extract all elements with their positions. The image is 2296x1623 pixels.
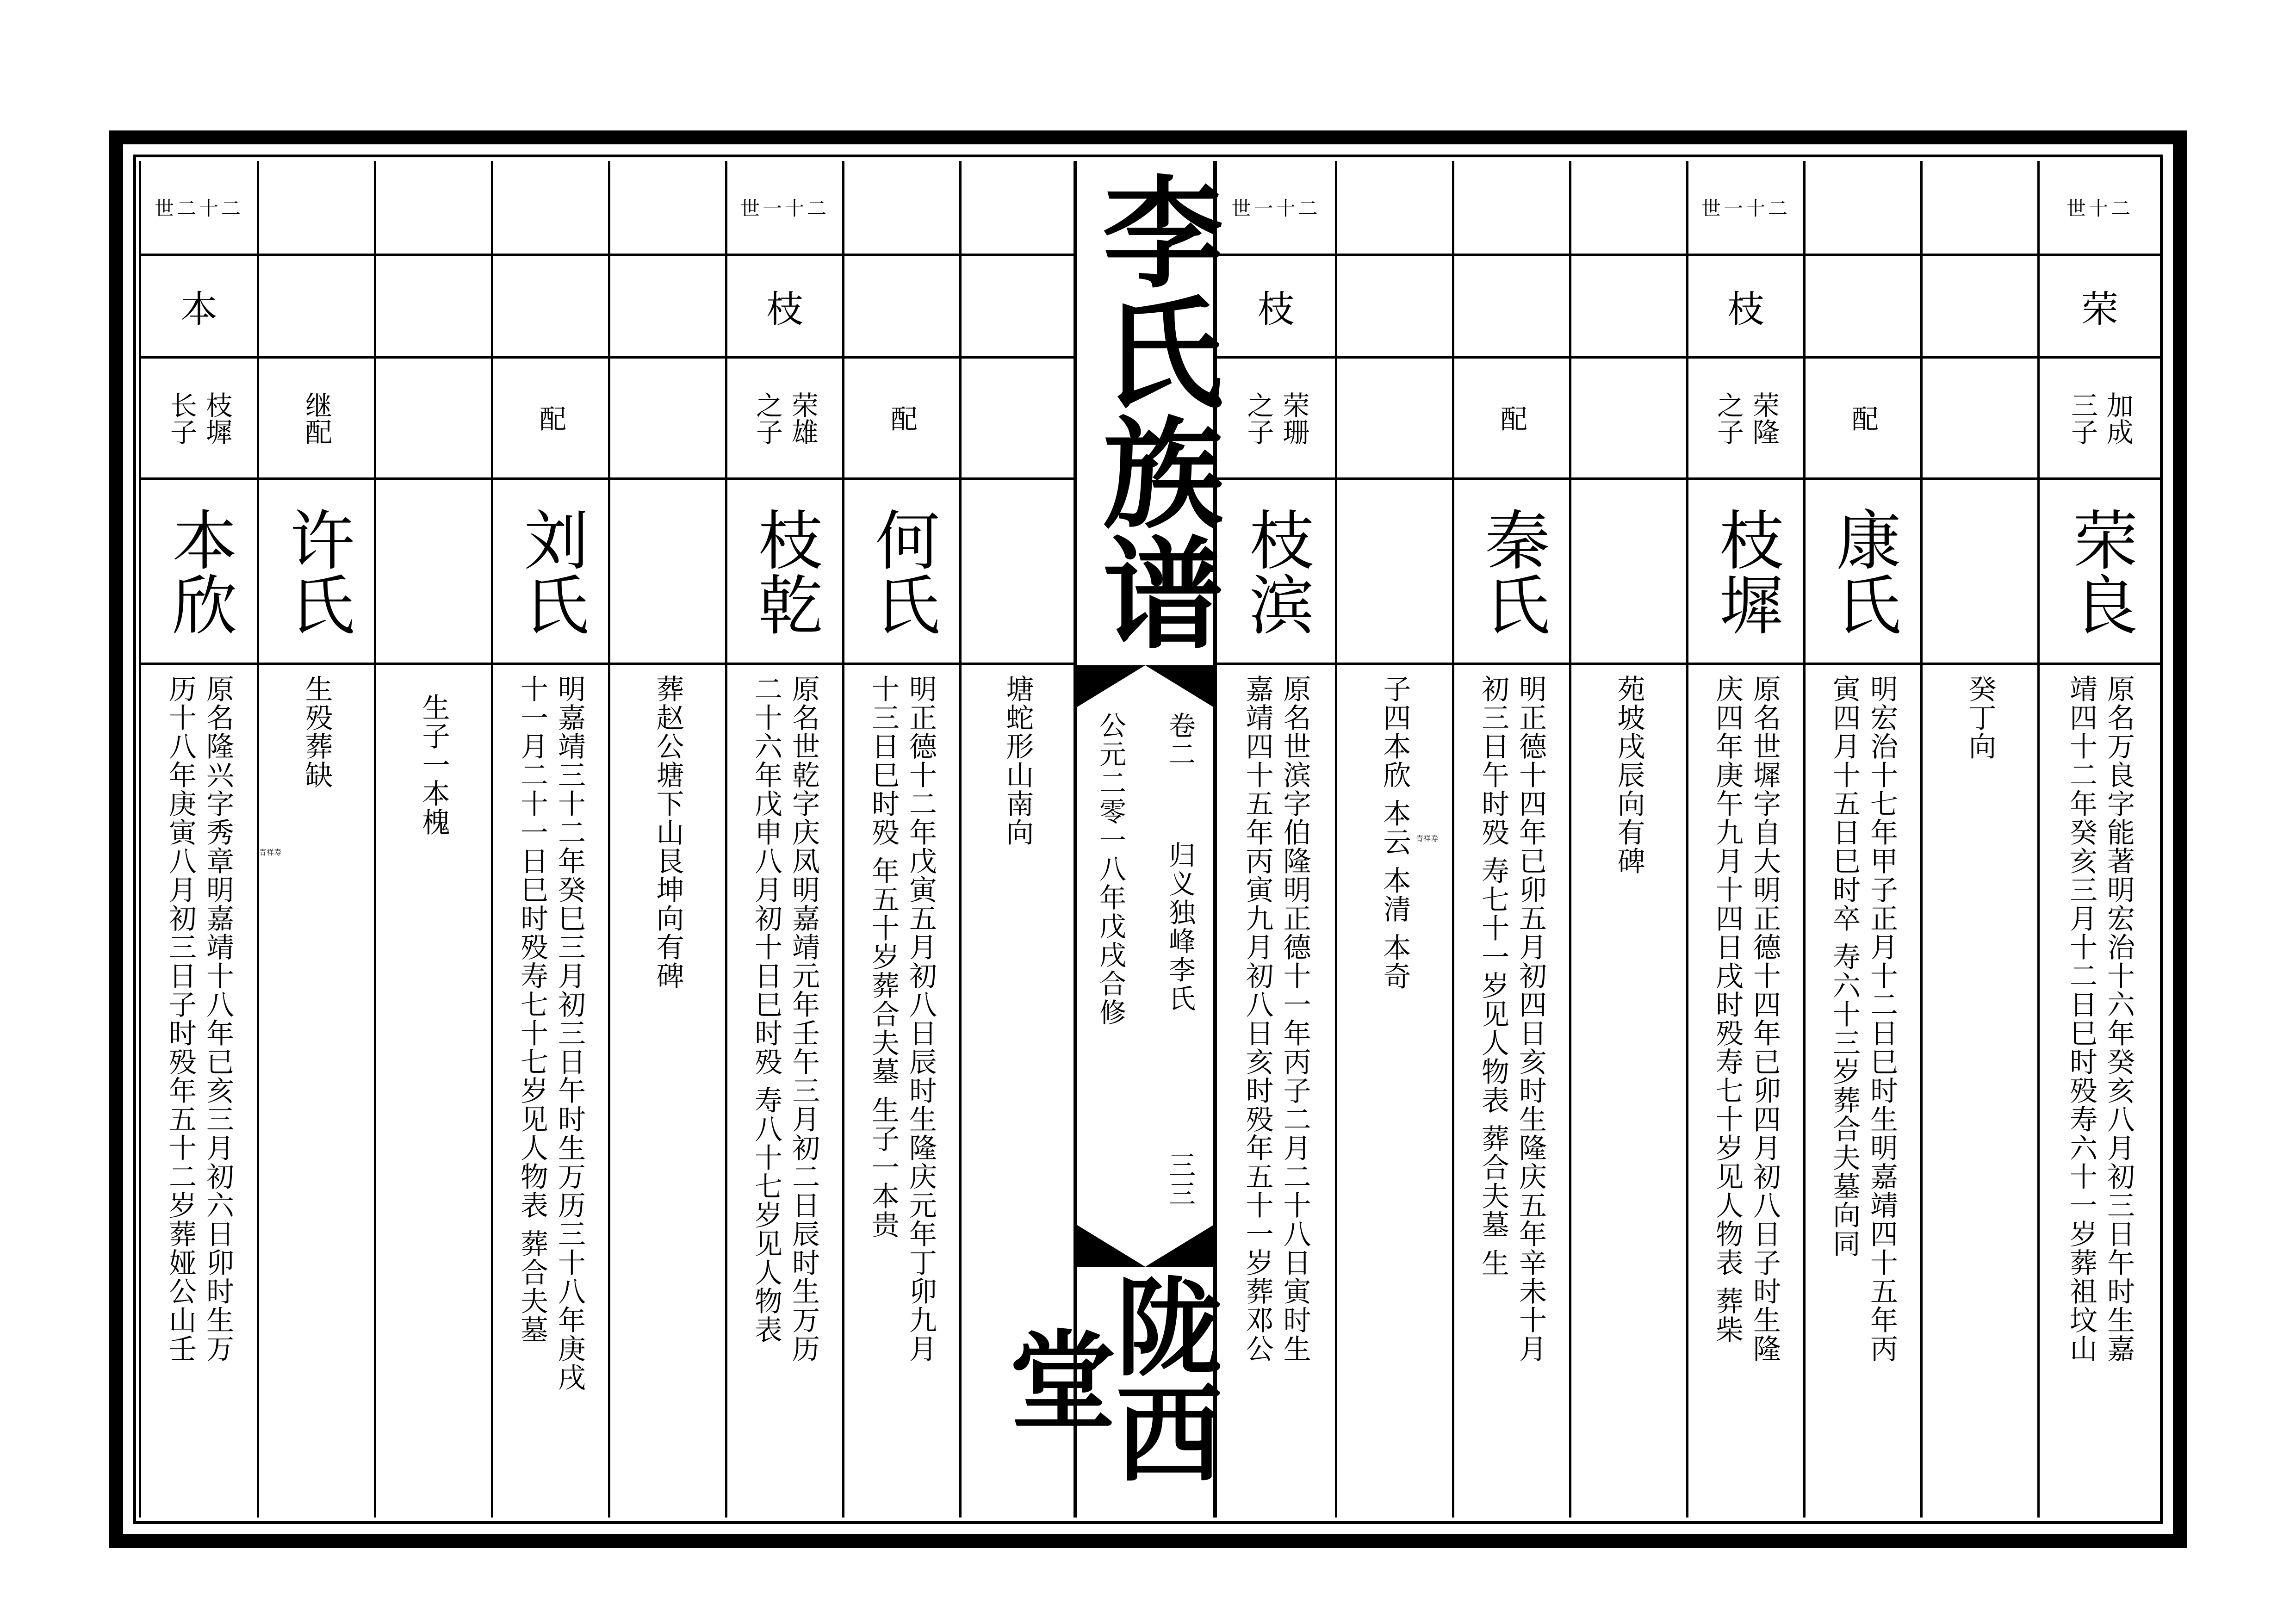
generation-cell <box>844 161 959 256</box>
generation-cell <box>1806 161 1920 256</box>
relation-line: 加成 <box>2102 391 2134 445</box>
bio-line: 靖四十二年癸亥三月十二日巳时殁寿六十一岁葬祖坟山 <box>2065 675 2097 1363</box>
biography <box>1688 675 1803 1512</box>
char-cell <box>376 256 491 359</box>
relation-line: 继配 <box>301 391 332 445</box>
relation-cell <box>1454 359 1569 480</box>
relation-cell <box>1688 359 1803 480</box>
origin-label: 归义独峰李氏 <box>1164 841 1196 1013</box>
relation-cell <box>259 359 374 480</box>
name-cell <box>1806 480 1920 665</box>
person-name: 康氏 <box>1825 506 1901 636</box>
generation-cell <box>1571 161 1686 256</box>
bio-line: 原名隆兴字秀章明嘉靖十八年已亥三月初六日卯时生万 <box>202 675 234 1363</box>
generation-cell <box>1337 161 1452 256</box>
biography <box>141 675 257 1512</box>
char-cell <box>1923 256 2037 359</box>
name-cell <box>1217 480 1335 665</box>
genealogy-title: 李氏族谱 <box>1083 170 1224 651</box>
bio-line: 原名世墀字自大明正德十四年已卯四月初八日子时生隆 <box>1749 675 1781 1363</box>
biography <box>727 675 842 1512</box>
generation-cell: 世一十二 <box>727 161 842 256</box>
generation-cell <box>376 161 491 256</box>
column-0 <box>139 161 257 1518</box>
bio-line: 明正德十四年已卯五月初四日亥时生隆庆五年辛未十月 <box>1514 675 1547 1363</box>
generation-cell: 世一十二 <box>1688 161 1803 256</box>
bio-line: 子四本欣 本云 本清 本奇 <box>1378 675 1411 991</box>
biography <box>1571 675 1686 1512</box>
column-2 <box>374 161 491 1518</box>
name-cell <box>376 480 491 665</box>
relation-line: 荣雄 <box>787 391 819 445</box>
relation-cell <box>2040 359 2160 480</box>
person-name: 秦氏 <box>1474 506 1550 636</box>
biography <box>1923 675 2037 1512</box>
column-4 <box>608 161 725 1518</box>
column-6 <box>842 161 959 1518</box>
name-cell <box>493 480 608 665</box>
relation-cell <box>1806 359 1920 480</box>
char-cell <box>259 256 374 359</box>
biography <box>1217 675 1335 1512</box>
bio-line: 庆四年庚午九月十四日戌时殁寿七十岁见人物表 葬柴 <box>1711 675 1744 1344</box>
bio-line: 原名世乾字庆凤明嘉靖元年壬午三月初二日辰时生万历 <box>788 675 820 1363</box>
name-cell <box>844 480 959 665</box>
char-cell <box>610 256 725 359</box>
char-cell <box>1806 256 1920 359</box>
band-top-ornament <box>1077 665 1213 707</box>
char-cell: 枝 <box>1217 256 1335 359</box>
generation-cell <box>259 161 374 256</box>
name-cell <box>1337 480 1452 665</box>
name-cell <box>259 480 374 665</box>
relation-cell <box>141 359 257 480</box>
relation-cell <box>610 359 725 480</box>
relation-line: 之子 <box>751 391 783 445</box>
bio-line: 原名万良字能著明宏治十六年癸亥八月初三日午时生嘉 <box>2103 675 2135 1363</box>
column-11 <box>1569 161 1686 1518</box>
name-cell <box>1454 480 1569 665</box>
bio-line: 十三日巳时殁 年五十岁葬合夫墓 生子一本贵 <box>867 675 900 1239</box>
column-15 <box>2037 161 2160 1518</box>
generation-cell <box>493 161 608 256</box>
bio-line: 初三日午时殁 寿七十一岁见人物表 葬合夫墓 生 <box>1477 675 1509 1278</box>
char-cell <box>1337 256 1452 359</box>
watermark-right: 青祥寿 <box>1416 834 1439 843</box>
relation-line: 配 <box>1496 404 1527 432</box>
year-label: 公元二零一八年戊戌合修 <box>1095 712 1126 1027</box>
person-name: 本欣 <box>161 506 237 636</box>
column-1 <box>257 161 374 1518</box>
relation-cell <box>962 359 1074 480</box>
bio-line: 寅四月十五日巳时卒 寿六十三岁葬合夫墓向同 <box>1828 675 1861 1258</box>
char-cell: 枝 <box>1688 256 1803 359</box>
watermark-left: 青祥寿 <box>259 848 282 857</box>
person-name: 何氏 <box>864 506 940 636</box>
column-5 <box>725 161 842 1518</box>
char-cell <box>962 256 1074 359</box>
relation-line: 三子 <box>2066 391 2098 445</box>
char-cell: 枝 <box>727 256 842 359</box>
relation-line: 配 <box>886 404 918 432</box>
generation-cell <box>1923 161 2037 256</box>
relation-line: 配 <box>535 404 566 432</box>
bio-line: 塘蛇形山南向 <box>1001 675 1034 847</box>
bio-line: 癸丁向 <box>1964 675 1997 761</box>
name-cell <box>727 480 842 665</box>
bio-line: 明正德十二年戊寅五月初八日辰时生隆庆元年丁卯九月 <box>905 675 937 1363</box>
relation-line: 荣隆 <box>1748 391 1780 445</box>
generation-cell: 世二十二 <box>141 161 257 256</box>
char-cell <box>1571 256 1686 359</box>
biography <box>1337 675 1452 1512</box>
name-cell <box>1571 480 1686 665</box>
char-cell <box>493 256 608 359</box>
relation-cell <box>844 359 959 480</box>
relation-line: 枝墀 <box>201 391 233 445</box>
biography <box>844 675 959 1512</box>
column-14 <box>1920 161 2037 1518</box>
bio-line: 原名世滨字伯隆明正德十一年丙子二月二十八日寅时生 <box>1278 675 1311 1363</box>
page-number: 三三 <box>1164 1151 1196 1208</box>
biography <box>1454 675 1569 1512</box>
column-3 <box>491 161 608 1518</box>
relation-line: 荣珊 <box>1278 391 1310 445</box>
column-7 <box>959 161 1074 1518</box>
relation-line: 之子 <box>1713 391 1744 445</box>
biography <box>2040 675 2160 1512</box>
volume-label: 卷二 <box>1164 712 1196 769</box>
bio-line: 苑坡戌辰向有碑 <box>1613 675 1645 875</box>
person-name: 枝滨 <box>1238 506 1314 636</box>
bio-line: 历十八年庚寅八月初三日子时殁年五十二岁葬娅公山壬 <box>164 675 197 1363</box>
name-cell <box>141 480 257 665</box>
bio-line: 十一月二十一日巳时殁寿七十七岁见人物表 葬合夫墓 <box>516 675 548 1344</box>
relation-line: 之子 <box>1242 391 1274 445</box>
hall-name: 陇西堂 <box>991 1272 1222 1485</box>
bio-line: 生殁葬缺 <box>300 675 333 789</box>
bio-line: 生子一本槐 <box>417 693 450 836</box>
bio-line: 葬赵公塘下山艮坤向有碑 <box>652 675 684 990</box>
generation-cell: 世十二 <box>2040 161 2160 256</box>
generation-cell <box>1454 161 1569 256</box>
relation-line: 长子 <box>166 391 197 445</box>
relation-cell <box>1923 359 2037 480</box>
person-name: 枝乾 <box>747 506 823 636</box>
person-name: 许氏 <box>279 506 354 636</box>
person-name: 刘氏 <box>513 506 589 636</box>
relation-cell <box>1217 359 1335 480</box>
relation-cell <box>1571 359 1686 480</box>
name-cell <box>1923 480 2037 665</box>
name-cell <box>2040 480 2160 665</box>
name-cell <box>1688 480 1803 665</box>
biography <box>376 675 491 1530</box>
biography <box>1806 675 1920 1512</box>
name-cell <box>610 480 725 665</box>
bio-line: 明宏治十七年甲子正月十二日巳时生明嘉靖四十五年丙 <box>1866 675 1898 1363</box>
generation-cell: 世一十二 <box>1217 161 1335 256</box>
person-name: 枝墀 <box>1708 506 1784 636</box>
relation-cell <box>727 359 842 480</box>
relation-cell <box>1337 359 1452 480</box>
relation-line: 配 <box>1847 404 1879 432</box>
relation-cell <box>493 359 608 480</box>
name-cell <box>962 480 1074 665</box>
center-band <box>1077 665 1213 1267</box>
biography <box>610 675 725 1512</box>
column-10 <box>1452 161 1569 1518</box>
generation-cell <box>962 161 1074 256</box>
column-8 <box>1217 161 1335 1518</box>
char-cell: 荣 <box>2040 256 2160 359</box>
char-cell <box>1454 256 1569 359</box>
column-13 <box>1803 161 1920 1518</box>
char-cell: 本 <box>141 256 257 359</box>
column-12 <box>1686 161 1803 1518</box>
biography <box>259 675 374 1512</box>
relation-cell <box>376 359 491 480</box>
person-name: 荣良 <box>2062 506 2138 636</box>
generation-cell <box>610 161 725 256</box>
char-cell <box>844 256 959 359</box>
bio-line: 嘉靖四十五年丙寅九月初八日亥时殁年五十一岁葬邓公 <box>1241 675 1274 1363</box>
biography <box>493 675 608 1512</box>
bio-line: 二十六年戊申八月初十日巳时殁 寿八十七岁见人物表 <box>750 675 782 1344</box>
bio-line: 明嘉靖三十二年癸巳三月初三日午时生万历三十八年庚戌 <box>553 675 586 1392</box>
